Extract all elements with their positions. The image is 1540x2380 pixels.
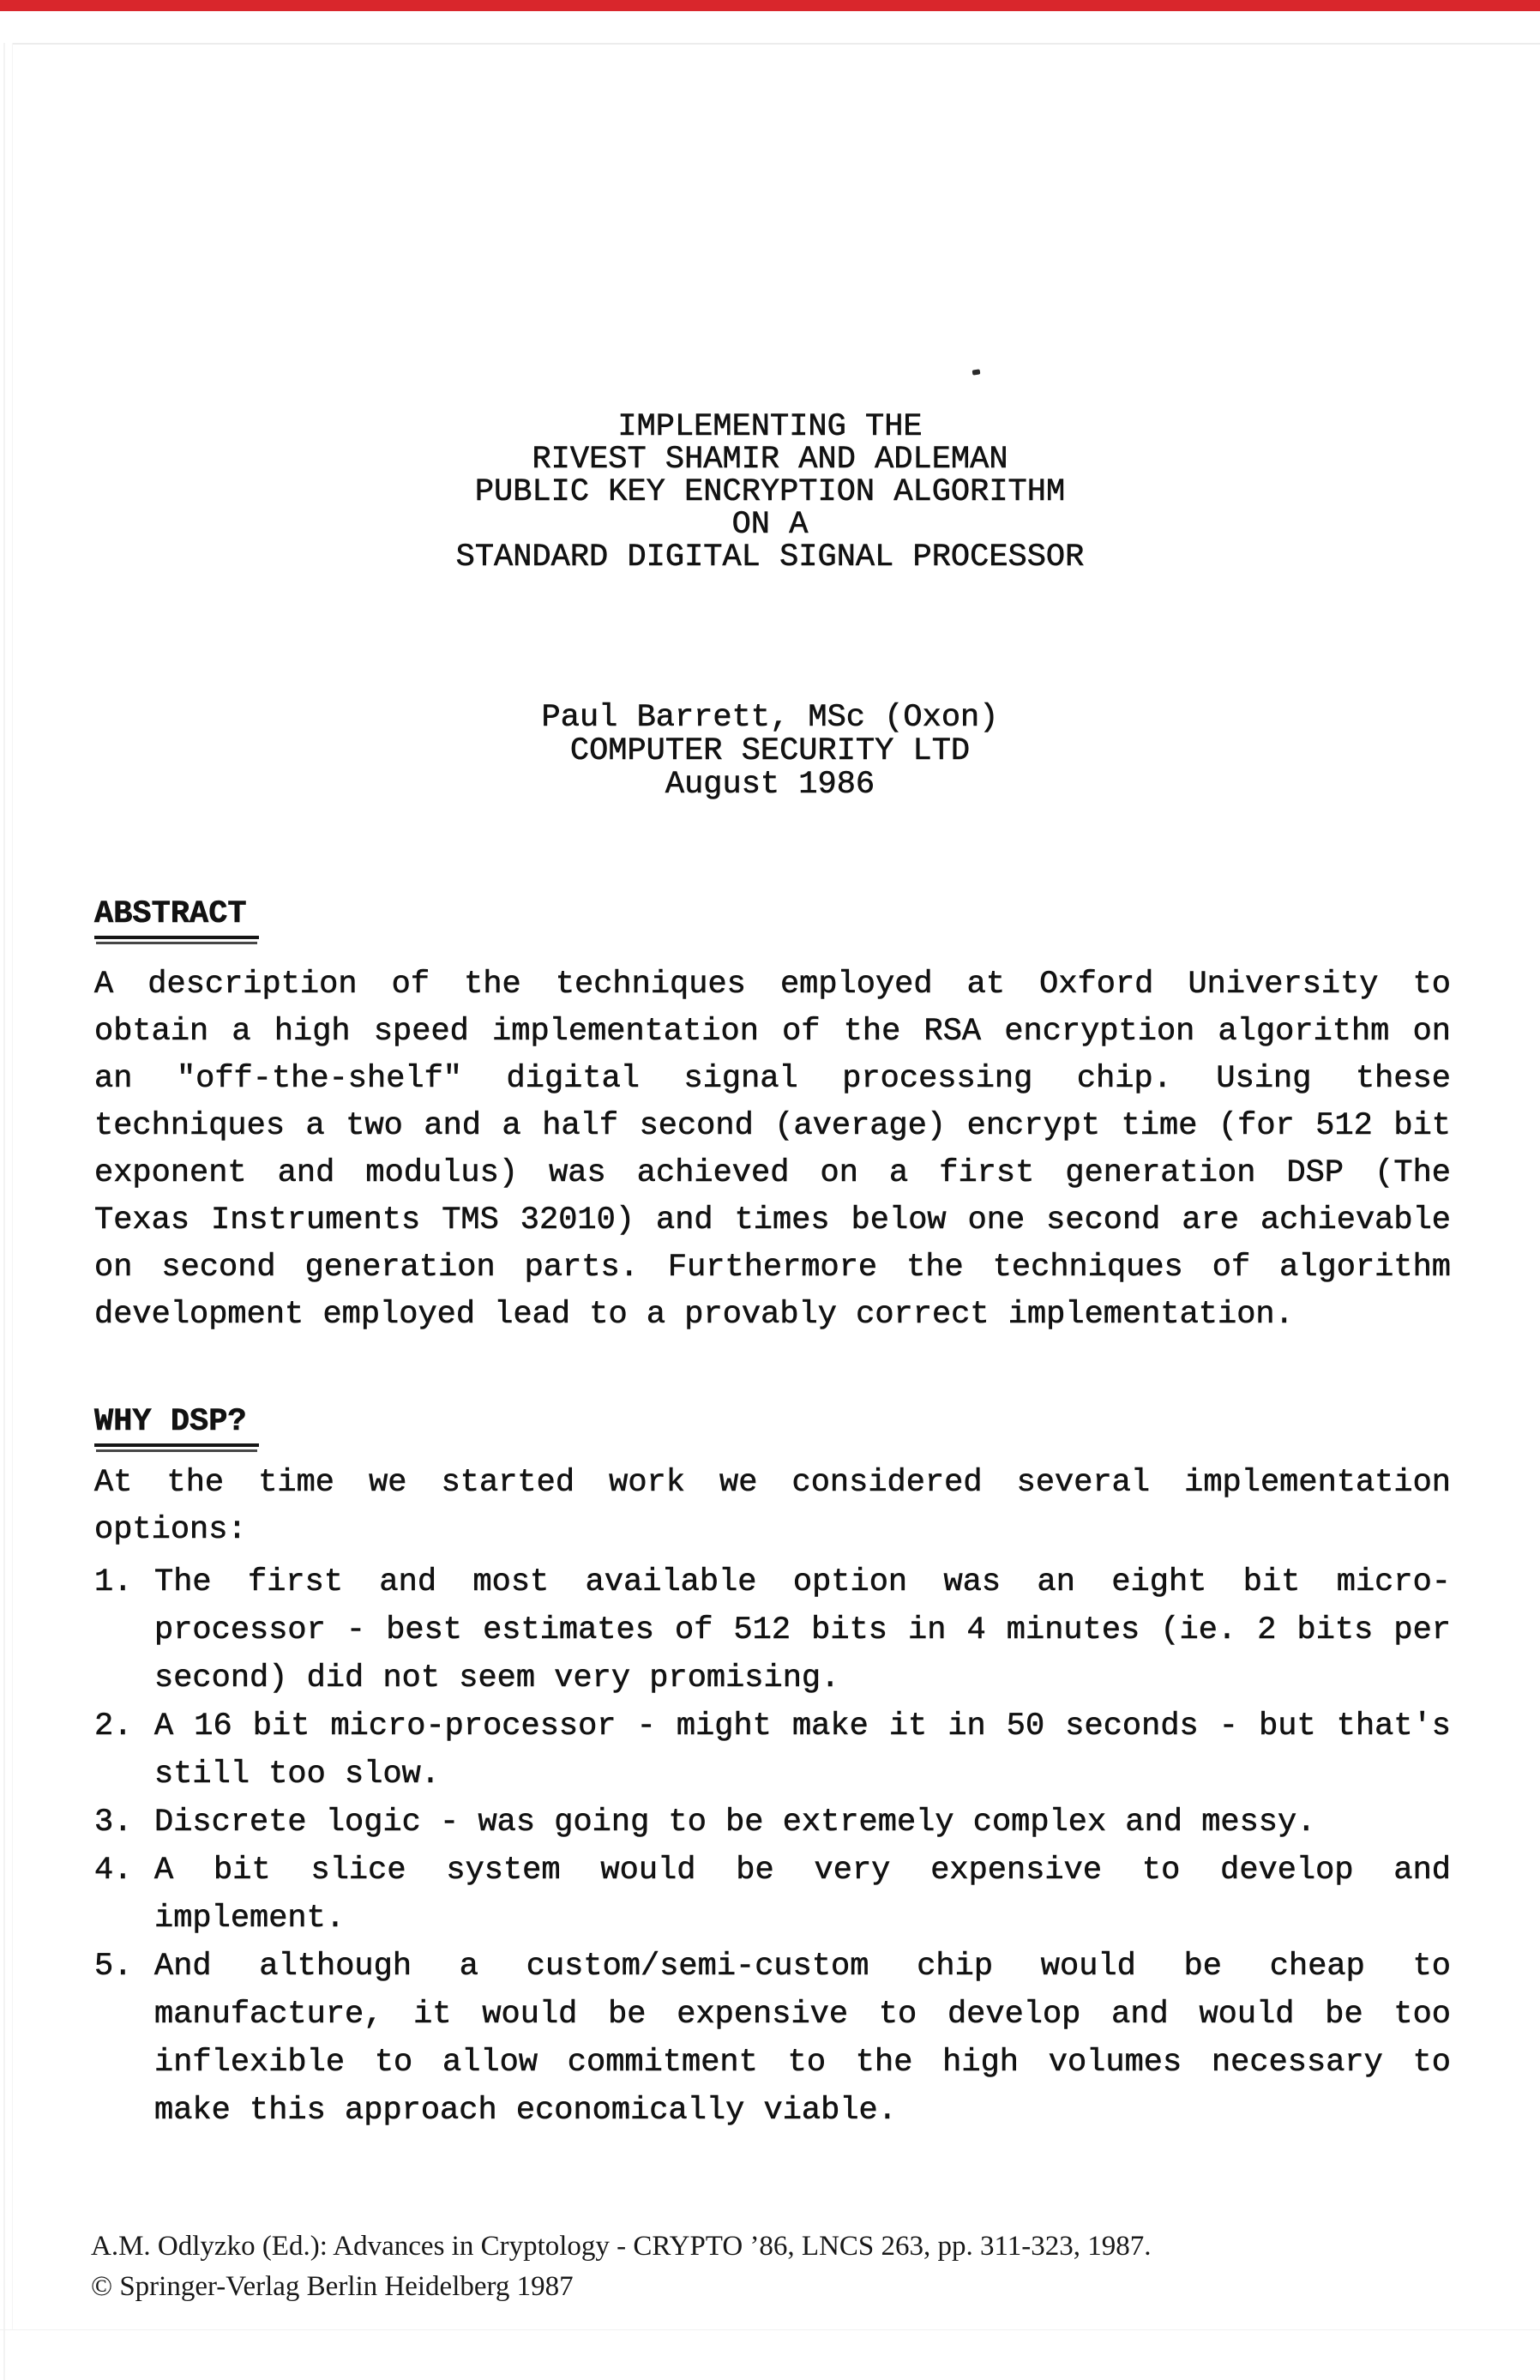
page-edge-line-left-inner bbox=[12, 43, 13, 2329]
text-line: A 16 bit micro-processor - might make it in 50 seconds - but that's bbox=[154, 1708, 1451, 1744]
text-line: make this approach economically viable. bbox=[154, 2093, 897, 2129]
text-line: At the time we started work we considered several implementation bbox=[94, 1465, 1451, 1501]
springer-citation-footer bbox=[91, 2226, 1377, 2307]
list-item-number: 3. bbox=[94, 1805, 133, 1841]
list-item-number: 4. bbox=[94, 1853, 133, 1889]
text-line: development employed lead to a provably correct implementation. bbox=[94, 1297, 1294, 1333]
text-line: exponent and modulus) was achieved on a first generation DSP (The bbox=[94, 1155, 1451, 1191]
list-item-lines bbox=[154, 1943, 1451, 2135]
title-line: STANDARD DIGITAL SIGNAL PROCESSOR bbox=[455, 539, 1085, 575]
list-item-lines bbox=[154, 1702, 1451, 1799]
list-item bbox=[94, 1847, 1451, 1943]
abstract-heading-text: ABSTRACT bbox=[94, 897, 259, 939]
text-line: implement. bbox=[154, 1901, 346, 1937]
text-line: second) did not seem very promising. bbox=[154, 1660, 840, 1696]
text-line: still too slow. bbox=[154, 1756, 441, 1793]
page-edge-line-bottom bbox=[0, 2329, 1540, 2330]
why-dsp-heading bbox=[94, 1405, 259, 1447]
footer-citation-line: A.M. Odlyzko (Ed.): Advances in Cryptology - CRYPTO ’86, LNCS 263, pp. 311-323, 1987. bbox=[91, 2231, 1152, 2262]
text-line: Texas Instruments TMS 32010) and times below one second are achievable bbox=[94, 1202, 1451, 1238]
title-line: PUBLIC KEY ENCRYPTION ALGORITHM bbox=[474, 474, 1066, 510]
title-line: RIVEST SHAMIR AND ADLEMAN bbox=[532, 442, 1008, 478]
list-item-number: 1. bbox=[94, 1564, 133, 1600]
list-item bbox=[94, 1943, 1451, 2135]
list-item-number: 2. bbox=[94, 1708, 133, 1744]
list-item bbox=[94, 1799, 1451, 1847]
page-edge-line-left-outer bbox=[3, 43, 5, 2380]
text-line: techniques a two and a half second (average) encrypt time (for 512 bit bbox=[94, 1108, 1451, 1144]
author-date-line: August 1986 bbox=[665, 767, 875, 803]
author-affiliation-line: COMPUTER SECURITY LTD bbox=[569, 733, 971, 769]
list-item bbox=[94, 1558, 1451, 1702]
text-line: on second generation parts. Furthermore the techniques of algorithm bbox=[94, 1250, 1451, 1286]
list-item-lines bbox=[154, 1558, 1451, 1702]
text-line: manufacture, it would be expensive to develop and would be too bbox=[154, 1997, 1451, 2033]
list-item-lines bbox=[154, 1847, 1451, 1943]
page-edge-line-top bbox=[12, 43, 1540, 45]
footer-copyright-line: © Springer-Verlag Berlin Heidelberg 1987 bbox=[91, 2271, 574, 2302]
options-list bbox=[94, 1558, 1451, 2135]
list-item-lines bbox=[154, 1799, 1451, 1847]
abstract-paragraph bbox=[94, 961, 1451, 1339]
title-line: IMPLEMENTING THE bbox=[617, 409, 923, 445]
text-line: an "off-the-shelf" digital signal processing chip. Using these bbox=[94, 1061, 1451, 1097]
list-item-number: 5. bbox=[94, 1949, 133, 1985]
text-line: Discrete logic - was going to be extremely complex and messy. bbox=[154, 1805, 1316, 1841]
abstract-heading bbox=[94, 897, 259, 939]
text-line: And although a custom/semi-custom chip would be cheap to bbox=[154, 1949, 1451, 1985]
text-line: obtain a high speed implementation of the RSA encryption algorithm on bbox=[94, 1014, 1451, 1050]
why-dsp-intro bbox=[94, 1460, 1451, 1554]
ink-speck bbox=[972, 369, 981, 375]
text-line: options: bbox=[94, 1512, 247, 1548]
text-line: processor - best estimates of 512 bits in 4 minutes (ie. 2 bits per bbox=[154, 1612, 1451, 1648]
text-line: A description of the techniques employed at Oxford University to bbox=[94, 967, 1451, 1003]
title-line: ON A bbox=[731, 507, 809, 543]
text-line: A bit slice system would be very expensive to develop and bbox=[154, 1853, 1451, 1889]
text-line: The first and most available option was an eight bit micro- bbox=[154, 1564, 1451, 1600]
author-name-line: Paul Barrett, MSc (Oxon) bbox=[541, 700, 999, 736]
paper-title bbox=[0, 411, 1540, 574]
top-red-bar bbox=[0, 0, 1540, 11]
list-item bbox=[94, 1702, 1451, 1799]
author-block bbox=[0, 702, 1540, 802]
text-line: inflexible to allow commitment to the high volumes necessary to bbox=[154, 2045, 1451, 2081]
why-dsp-heading-text: WHY DSP? bbox=[94, 1405, 259, 1447]
